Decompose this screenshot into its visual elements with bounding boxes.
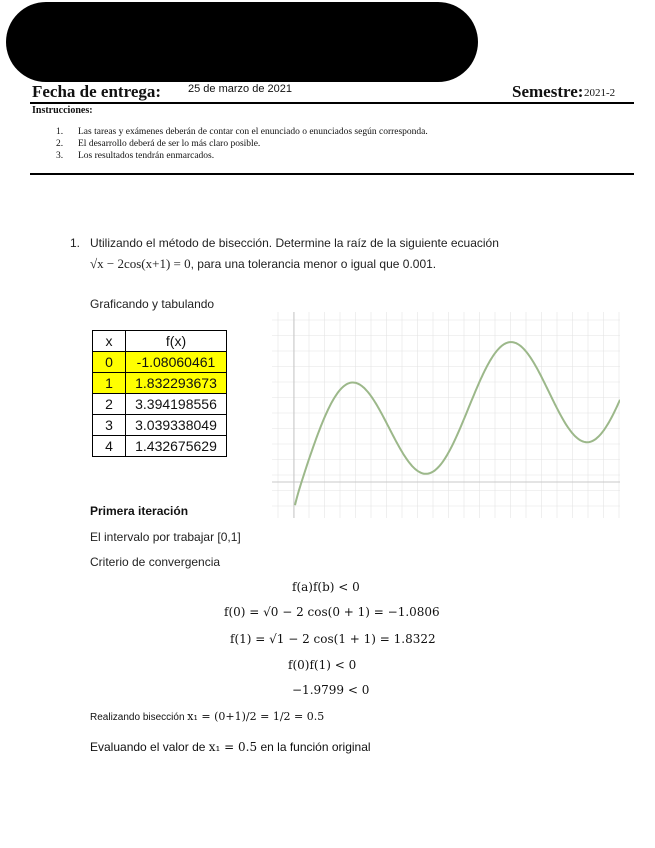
bisection-label: Realizando bisección <box>90 712 185 723</box>
header-rule <box>30 102 634 104</box>
table-row: 0 -1.08060461 <box>93 352 227 373</box>
product-result-math: −1.9799 < 0 <box>292 683 370 697</box>
redacted-header <box>6 2 478 82</box>
instructions-list <box>56 126 428 162</box>
eval-prefix: Evaluando el valor de <box>90 740 206 754</box>
graph-grid <box>272 312 620 518</box>
instruction-item: 1. Las tareas y exámenes deberán de contar con el enunciado o enunciados según corresponda. <box>56 127 428 137</box>
question-equation <box>90 256 436 272</box>
convergence-criterion-math: f(a)f(b) < 0 <box>292 580 360 594</box>
product-check-math: f(0)f(1) < 0 <box>288 658 357 672</box>
table-header-fx: f(x) <box>126 331 227 352</box>
function-graph <box>272 312 620 518</box>
instruction-item: 2. El desarrollo deberá de ser lo más claro posible. <box>56 139 261 149</box>
interval-text: El intervalo por trabajar [0,1] <box>90 530 241 544</box>
table-row: 1 1.832293673 <box>93 373 227 394</box>
question-statement: 1. Utilizando el método de bisección. Determine la raíz de la siguiente ecuación <box>70 236 499 250</box>
table-header-x: x <box>93 331 126 352</box>
equation-math: √x − 2cos(x+1) = 0 <box>90 256 191 271</box>
criterion-text: Criterio de convergencia <box>90 555 221 569</box>
due-date-label: Fecha de entrega: <box>32 82 162 101</box>
bisection-math: x₁ = (0+1)/2 = 1/2 = 0.5 <box>187 710 325 723</box>
semester-value: 2021-2 <box>584 87 616 99</box>
graph-caption: Graficando y tabulando <box>90 297 215 311</box>
eval-math: x₁ = 0.5 <box>208 740 258 754</box>
header-bar <box>32 82 634 104</box>
f0-evaluation-math: f(0) = √0 − 2 cos(0 + 1) = −1.0806 <box>224 605 440 619</box>
instructions-title: Instrucciones: <box>32 105 93 116</box>
semester-label: Semestre: <box>512 82 584 101</box>
iteration-title: Primera iteración <box>90 504 189 518</box>
due-date-value: 25 de marzo de 2021 <box>188 83 292 95</box>
table-row: 3 3.039338049 <box>93 415 227 436</box>
table-row: 2 3.394198556 <box>93 394 227 415</box>
eval-suffix: en la función original <box>260 740 371 754</box>
table-row: 4 1.432675629 <box>93 436 227 457</box>
tolerance-text: , para una tolerancia menor o igual que 0.001. <box>190 257 437 271</box>
instruction-item: 3. Los resultados tendrán enmarcados. <box>56 151 215 161</box>
f1-evaluation-math: f(1) = √1 − 2 cos(1 + 1) = 1.8322 <box>230 632 436 646</box>
evaluation-step <box>90 740 371 754</box>
bisection-step <box>90 710 324 723</box>
instructions-rule <box>30 173 634 175</box>
values-table <box>92 330 227 457</box>
